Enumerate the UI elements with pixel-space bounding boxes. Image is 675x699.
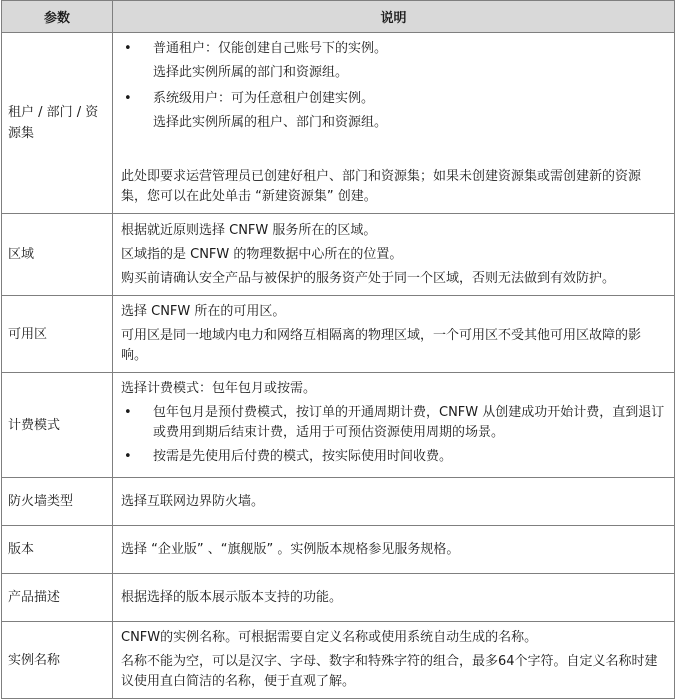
table-row: [2, 574, 675, 622]
param-cell: 产品描述: [2, 574, 113, 622]
param-cell: 计费模式: [2, 373, 113, 478]
parameter-table: [1, 0, 675, 699]
param-cell: 区域: [2, 214, 113, 296]
param-cell: 租户 / 部门 / 资源集: [2, 33, 113, 214]
bullet-icon: •: [124, 91, 132, 106]
table-row: [2, 622, 675, 699]
note-text: 此处即要求运营管理员已创建好租户、部门和资源集；如果未创建资源集或需创建新的资源集，您可以在此处单击 “新建资源集” 创建。: [121, 169, 642, 204]
param-cell: 版本: [2, 526, 113, 574]
header-desc: 说明: [113, 1, 675, 33]
desc-cell: 根据选择的版本展示版本支持的功能。: [113, 574, 675, 622]
table-row: [2, 526, 675, 574]
sub-text: 选择此实例所属的部门和资源组。: [153, 65, 349, 80]
table-row: [2, 33, 675, 214]
desc-cell: CNFW的实例名称。可根据需要自定义名称或使用系统自动生成的名称。 名称不能为空，可以是汉字、字母、数字和特殊字符的组合，最多64个字符。自定义名称时建议使用直白简洁的名称，便于直观了解。: [113, 622, 675, 699]
bullet-item: • 按需是先使用后付费的模式，按实际使用时间收费。: [121, 447, 666, 467]
param-cell: 可用区: [2, 296, 113, 373]
header-param: 参数: [2, 1, 113, 33]
table-header-row: [2, 1, 675, 33]
desc-cell: 选择 “企业版” 、“旗舰版” 。实例版本规格参见服务规格。: [113, 526, 675, 574]
bullet-icon: •: [124, 41, 132, 56]
table-row: [2, 373, 675, 478]
desc-cell: 选择 CNFW 所在的可用区。 可用区是同一地域内电力和网络互相隔离的物理区域，一个可用区不受其他可用区故障的影响。: [113, 296, 675, 373]
table-row: [2, 214, 675, 296]
desc-cell: [113, 33, 675, 214]
bullet-icon: •: [124, 449, 132, 464]
desc-cell: 选择互联网边界防火墙。: [113, 478, 675, 526]
bullet-item: • 系统级用户：可为任意租户创建实例。: [121, 89, 666, 109]
table-row: [2, 478, 675, 526]
bullet-item: • 包年包月是预付费模式，按订单的开通周期计费，CNFW 从创建成功开始计费，直到退订或费用到期后结束计费，适用于可预估资源使用周期的场景。: [124, 405, 665, 440]
bullet-item: • 普通租户：仅能创建自己账号下的实例。: [121, 39, 666, 59]
param-cell: 实例名称: [2, 622, 113, 699]
bullet-icon: •: [124, 405, 132, 420]
desc-cell: 选择计费模式：包年包月或按需。 • 包年包月是预付费模式，按订单的开通周期计费，CNFW 从创建成功开始计费，直到退订或费用到期后结束计费，适用于可预估资源使用周期的场景。 • 按需是先使用后付费的模式，按实际使用时间收费。: [113, 373, 675, 478]
desc-cell: 根据就近原则选择 CNFW 服务所在的区域。 区域指的是 CNFW 的物理数据中心所在的位置。 购买前请确认安全产品与被保护的服务资产处于同一个区域，否则无法做到有效防护。: [113, 214, 675, 296]
param-cell: 防火墙类型: [2, 478, 113, 526]
table-row: [2, 296, 675, 373]
sub-text: 选择此实例所属的租户、部门和资源组。: [153, 115, 388, 130]
